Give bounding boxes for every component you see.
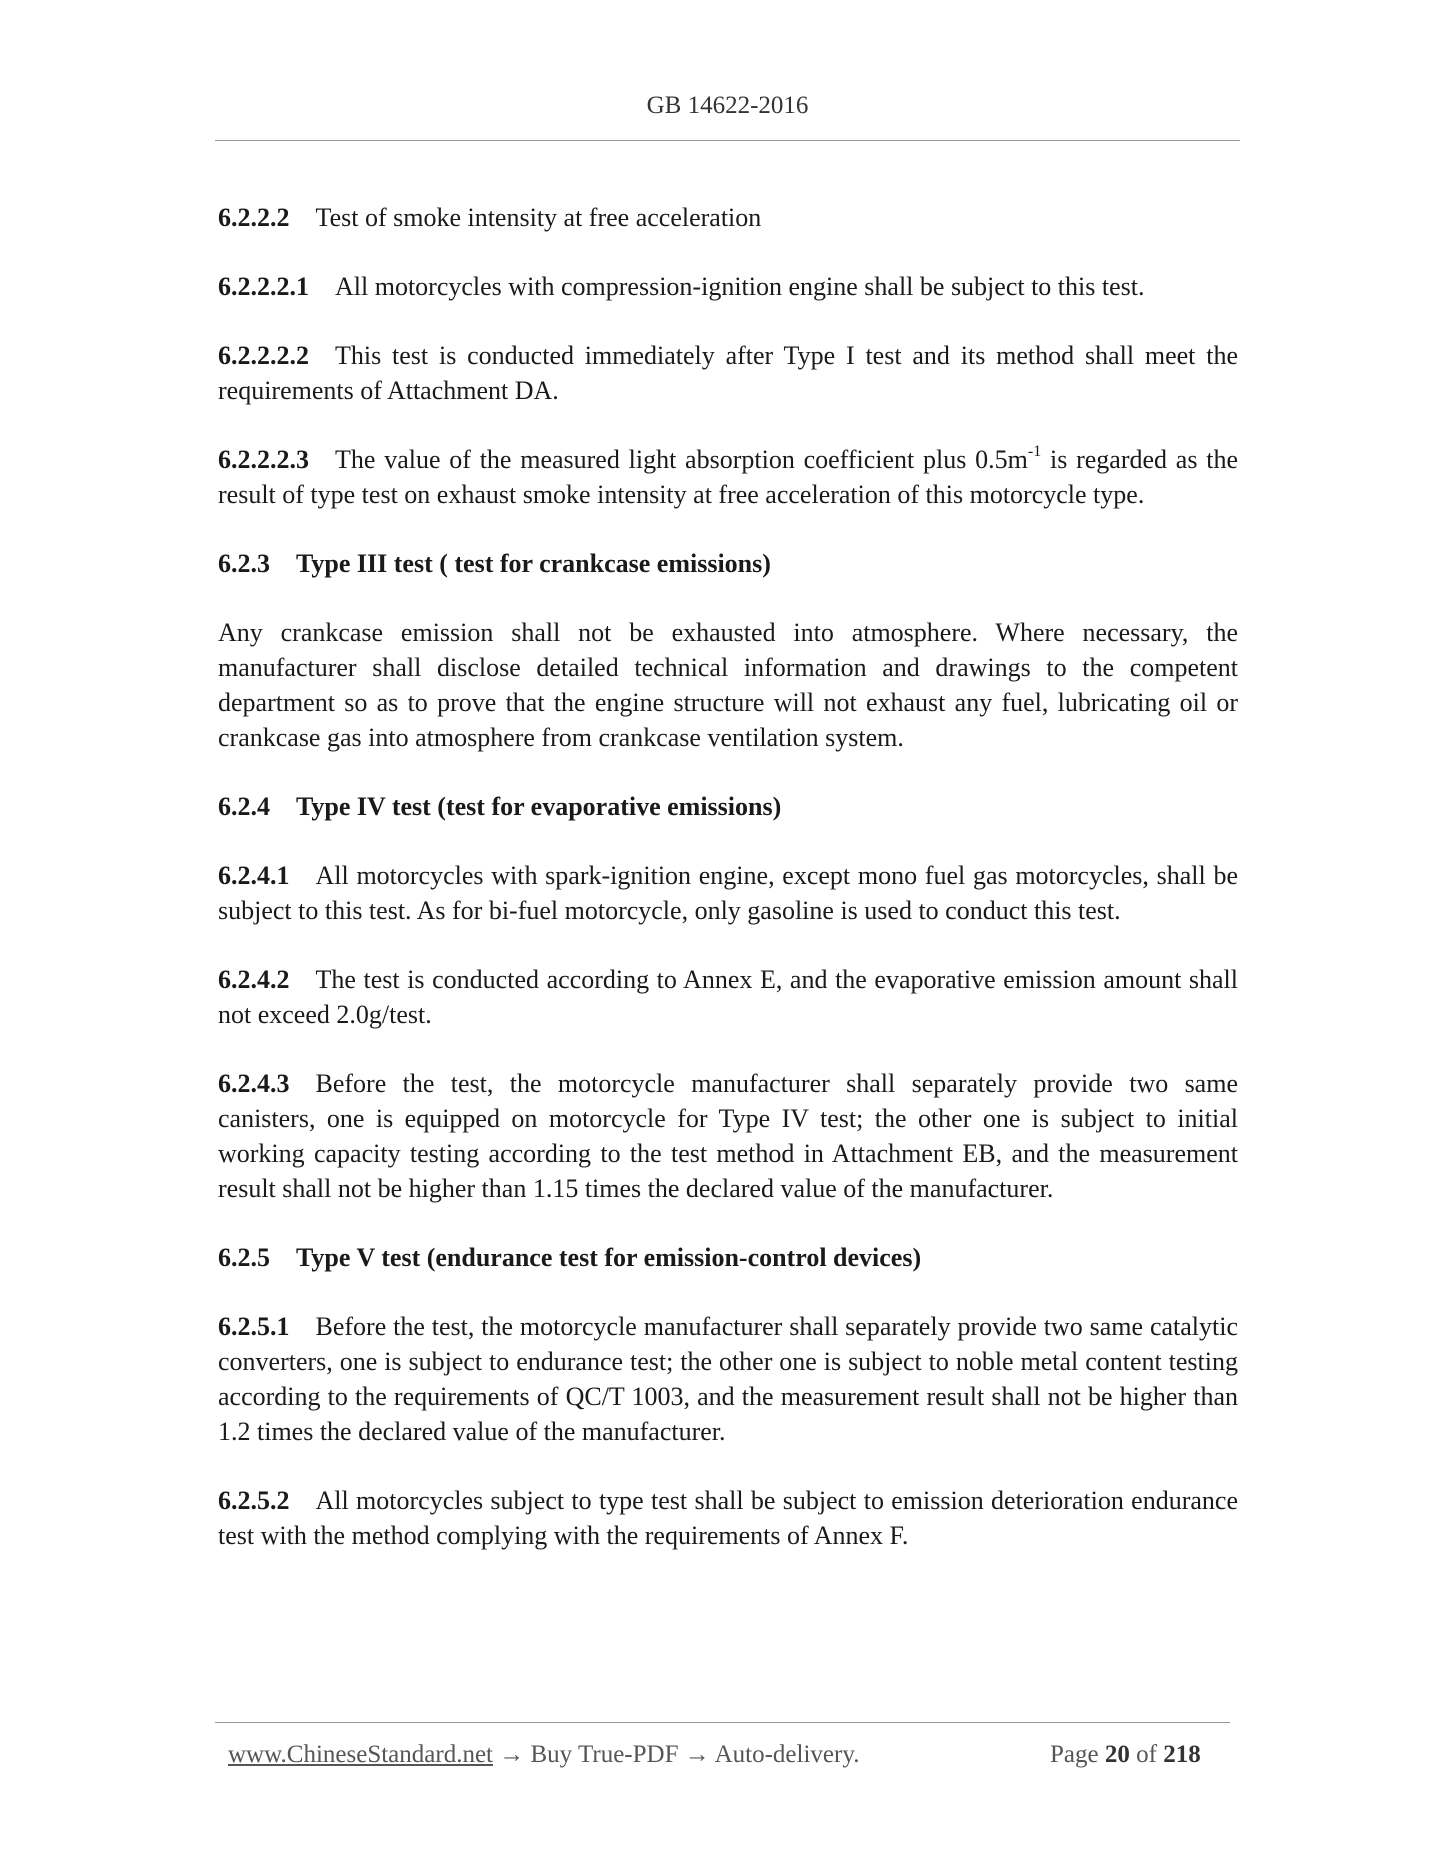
footer-promo: [228, 1741, 859, 1769]
clause-6-2-4-2: [218, 962, 1238, 1032]
clause-number: 6.2.2.2.2: [218, 341, 309, 370]
clause-number: 6.2.2.2.1: [218, 272, 309, 301]
page-number: 20: [1104, 1741, 1130, 1768]
page-header: GB 14622-2016: [646, 92, 809, 119]
clause-6-2-5-2: [218, 1483, 1238, 1553]
clause-text: Test of smoke intensity at free acceleration: [315, 203, 762, 232]
clause-number: 6.2.4.2: [218, 965, 290, 994]
heading-6-2-5: [218, 1240, 1238, 1275]
clause-number: 6.2.5.2: [218, 1486, 290, 1515]
of-label: of: [1136, 1741, 1157, 1768]
clause-6-2-5-1: [218, 1309, 1238, 1449]
clause-text: The test is conducted according to Annex E, and the evaporative emission amount shall not exceed 2.0g/test.: [218, 965, 1238, 1029]
clause-text: All motorcycles with compression-ignition engine shall be subject to this test.: [335, 272, 1145, 301]
heading-number: 6.2.5: [218, 1243, 270, 1272]
clause-number: 6.2.4.3: [218, 1069, 290, 1098]
clause-6-2-2-2-3: [218, 442, 1238, 512]
clause-text-part-a: The value of the measured light absorption coefficient plus 0.5m: [335, 445, 1028, 474]
heading-text: Type IV test (test for evaporative emissions): [296, 792, 782, 821]
superscript: -1: [1027, 443, 1042, 461]
clause-6-2-4-3: [218, 1066, 1238, 1206]
clause-6-2-4-1: [218, 858, 1238, 928]
clause-number: 6.2.4.1: [218, 861, 290, 890]
paragraph-text: Any crankcase emission shall not be exhausted into atmosphere. Where necessary, the manufacturer shall disclose detailed technical information and drawings to the competent department so as to prove that the engine structure will not exhaust any fuel, lubricating oil or crankcase gas into atmosphere from crankcase ventilation system.: [218, 618, 1238, 752]
page-indicator: [1050, 1741, 1201, 1769]
body-paragraph: [218, 615, 1238, 755]
header-divider: [215, 140, 1240, 141]
clause-number: 6.2.5.1: [218, 1312, 290, 1341]
clause-text-part-b: is regarded as the result of type test on exhaust smoke intensity at free acceleration of this motorcycle type.: [218, 445, 1239, 509]
clause-text: Before the test, the motorcycle manufacturer shall separately provide two same canisters, one is equipped on motorcycle for Type IV test; the other one is subject to initial working capacity testing according to the test method in Attachment EB, and the measurement result shall not be higher than 1.15 times the declared value of the manufacturer.: [218, 1069, 1238, 1203]
page-label: Page: [1050, 1741, 1099, 1768]
document-body: [218, 200, 1238, 1587]
clause-6-2-2-2-1: [218, 269, 1238, 304]
heading-text: Type V test (endurance test for emission-control devices): [296, 1243, 922, 1272]
clause-number: 6.2.2.2.3: [218, 445, 309, 474]
arrow-icon: →: [684, 1741, 710, 1768]
heading-6-2-4: [218, 789, 1238, 824]
heading-text: Type III test ( test for crankcase emissions): [296, 549, 771, 578]
buy-text: Buy True-PDF: [530, 1741, 679, 1768]
clause-text: Before the test, the motorcycle manufacturer shall separately provide two same catalytic converters, one is subject to endurance test; the other one is subject to noble metal content testing according to the requirements of QC/T 1003, and the measurement result shall not be higher than 1.2 times the declared value of the manufacturer.: [218, 1312, 1238, 1446]
arrow-icon: →: [499, 1741, 525, 1768]
clause-text: All motorcycles subject to type test shall be subject to emission deterioration endurance test with the method complying with the requirements of Annex F.: [218, 1486, 1238, 1550]
clause-text: All motorcycles with spark-ignition engine, except mono fuel gas motorcycles, shall be subject to this test. As for bi-fuel motorcycle, only gasoline is used to conduct this test.: [218, 861, 1238, 925]
clause-number: 6.2.2.2: [218, 203, 290, 232]
clause-6-2-2-2: [218, 200, 1238, 235]
heading-6-2-3: [218, 546, 1238, 581]
heading-number: 6.2.4: [218, 792, 270, 821]
delivery-text: Auto-delivery.: [714, 1741, 860, 1768]
total-pages: 218: [1163, 1741, 1201, 1768]
clause-6-2-2-2-2: [218, 338, 1238, 408]
heading-number: 6.2.3: [218, 549, 270, 578]
website-link[interactable]: www.ChineseStandard.net: [228, 1741, 493, 1768]
footer-divider: [215, 1722, 1230, 1723]
clause-text: This test is conducted immediately after Type I test and its method shall meet the requirements of Attachment DA.: [218, 341, 1238, 405]
